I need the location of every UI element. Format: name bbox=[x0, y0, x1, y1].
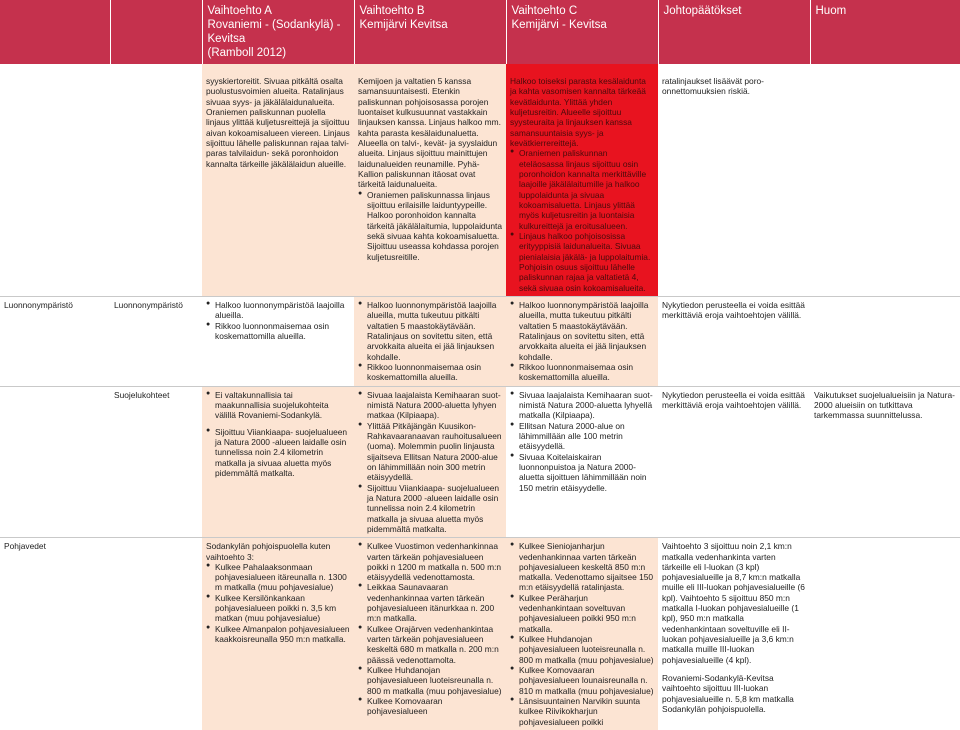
category-label: Luonnonympäristö bbox=[0, 296, 110, 386]
conclusion-paragraph: Rovaniemi-Sodankylä-Kevitsa vaihtoehto sijoittuu III-luokan pohjavesialueille n. 5,8 km matkalla Sodankylän pohjoispuolella. bbox=[662, 673, 794, 715]
cell-a bbox=[202, 296, 354, 386]
list-item: ● Kulkee Kersilönkankaan pohjavesialueen poikki n. 3,5 km matkan (muu pohjavesialue) bbox=[215, 593, 350, 624]
cell-c bbox=[506, 538, 658, 730]
list-item: ● Oraniemen paliskunnassa linjaus sijoittuu erilaisille laiduntyypeille. Halkoo poronhoidon kannalta tärkeitä jäkälälaitumia, luppolaidunta sekä sivuaa kahta kokoamisaluetta. Sijoittuu useassa kohdassa porojen kuljetusreitille. bbox=[367, 190, 502, 262]
table-row bbox=[0, 296, 960, 386]
list-item: ● Halkoo luonnonympäristöä laajoilla alueilla, mutta tukeutuu pitkälti valtatien 5 maastokäytävään. Ratalinjaus on sovitettu siten, että arvokkaita alueita ei jää linjauksen kohdalle. bbox=[519, 300, 654, 362]
list-item: ● Sijoittuu Viiankiaapa- suojelualueen ja Natura 2000 -alueen laidalle osin tunnelissa noin 2.4 kilometrin matkalla ja sivuaa aluetta myös pidemmältä matkalta. bbox=[215, 427, 350, 479]
list-item: ● Kulkee Komovaaran pohjavesialueen lounaisreunalla n. 810 m matkalla (muu pohjavesialue) bbox=[519, 665, 654, 696]
list-item: ● Sivuaa laajalaista Kemihaaran suot-nimistä Natura 2000-aluetta lyhyen matkaa (Kilpiaapa). bbox=[367, 390, 502, 421]
category-label: Pohjavedet bbox=[0, 538, 110, 730]
list-item: ● Sivuaa Koitelaiskairan luonnonpuistoa ja Natura 2000-aluetta sijoittuen lähimmillään noin 150 metrin etäisyydelle. bbox=[519, 452, 654, 493]
list-item: ● Länsisuuntainen Narvikin suunta kulkee Riivikokharjun pohjavesialueen poikki bbox=[519, 696, 654, 727]
cell-conclusion: Nykytiedon perusteella ei voida esittää merkittäviä eroja vaihtoehtojen välillä. bbox=[658, 296, 810, 386]
cell-b bbox=[354, 64, 506, 296]
list-item: ● Oraniemen paliskunnan eteläosassa linjaus sijoittuu osin poronhoidon kannalta merkittäville laajoille jäkälälaitumille ja halkoo luppolaidunta ja sivuaa kokoamisaluetta. Linjaus ylittää myös kuljetusreitin ja luontaisia kulkureittejä ja eroitusalueen. bbox=[519, 148, 654, 231]
list-item: ● Leikkaa Saunavaaran vedenhankinnaa varten tärkeän pohjavesialueen itänurkkaa n. 200 m:n matkalla. bbox=[367, 582, 502, 623]
table-row bbox=[0, 64, 960, 296]
cell-a bbox=[202, 386, 354, 538]
cell-c bbox=[506, 64, 658, 296]
header-empty-2 bbox=[110, 0, 202, 64]
cell-c bbox=[506, 386, 658, 538]
cell-note bbox=[810, 64, 960, 296]
list-item: ● Linjaus halkoo pohjoisosissa erityyppisiä laidunalueita. Sivuaa pienialaisia jäkälä- ja luppolaitumia. Pohjoisin osuus sijoittuu lähelle paliskunnan rajaa ja valtatietä 4, sekä sivuaa osin kokoamisalueita. bbox=[519, 231, 654, 293]
list-item: ● Kulkee Huhdanojan pohjavesialueen luoteisreunalla n. 800 m matkalla (muu pohjavesialue) bbox=[519, 634, 654, 665]
cell-note: Vaikutukset suojelualueisiin ja Natura-2000 alueisiin on tutkittava tarkemmassa suunnittelussa. bbox=[810, 386, 960, 538]
table-row bbox=[0, 386, 960, 538]
cell-a bbox=[202, 538, 354, 730]
table-row bbox=[0, 538, 960, 730]
list-item: ● Kulkee Peräharjun vedenhankintaan soveltuvan pohjavesialueen poikki 950 m:n matkalla. bbox=[519, 593, 654, 634]
list-item: ● Kulkee Huhdanojan pohjavesialueen luoteisreunalla n. 800 m matkalla (muu pohjavesialue) bbox=[367, 665, 502, 696]
cell-conclusion bbox=[658, 538, 810, 730]
list-item: ● Kulkee Vuostimon vedenhankinnaa varten tärkeän pohjavesialueen poikki n 1200 m matkalla n. 500 m:n etäisyydellä vedenottamosta. bbox=[367, 541, 502, 582]
cell-c-text: Halkoo toiseksi parasta kesälaidunta ja kahta vasomisen kannalta tärkeää kevätlaidunta. Ylittää yhden kuljetusreitin. Alueelle sijoittuu syysteuraita ja linjauksen kanssa samansuuntaisia syys- ja kevätkierrereittejä. bbox=[510, 76, 646, 149]
list-item: ● Sivuaa laajalaista Kemihaaran suot-nimistä Natura 2000-aluetta lyhyellä matkalla (Kilpiaapa). bbox=[519, 390, 654, 421]
cell-conclusion: Nykytiedon perusteella ei voida esittää merkittäviä eroja vaihtoehtojen välillä. bbox=[658, 386, 810, 538]
list-item: ● Ylittää Pitkäjängän Kuusikon-Rahkavaaranaavan rauhoitusalueen (uoma). Molemmin puolin linjausta sijaitseva Ellitsan Natura 2000-alue on lähimmillään noin 300 metrin etäisyydellä. bbox=[367, 421, 502, 483]
cell-conclusion: ratalinjaukset lisäävät poro-onnettomuuksien riskiä. bbox=[658, 64, 810, 296]
cell-note bbox=[810, 538, 960, 730]
header-option-a: Vaihtoehto A Rovaniemi - (Sodankylä) - Kevitsa (Ramboll 2012) bbox=[202, 0, 354, 64]
list-item: ● Rikkoo luonnonmaisemaa osin koskemattomilla alueilla. bbox=[519, 362, 654, 383]
list-item: ● Kulkee Pahalaaksonmaan pohjavesialueen itäreunalla n. 1300 m matkalla (muu pohjavesialue) bbox=[215, 562, 350, 593]
header-empty-1 bbox=[0, 0, 110, 64]
list-item: ● Ellitsan Natura 2000-alue on lähimmillään alle 100 metrin etäisyydellä. bbox=[519, 421, 654, 452]
cell-b bbox=[354, 296, 506, 386]
subcategory-label: Luonnonympäristö bbox=[110, 296, 202, 386]
list-item: ● Kulkee Almanpalon pohjavesialueen kaakkoisreunalla 950 m:n matkalla. bbox=[215, 624, 350, 645]
cell-a: syyskiertoreitit. Sivuaa pitkältä osalta puolustusvoimien alueita. Ratalinjaus sivuaa syys- ja jäkälälaidunalueita. Oraniemen paliskunnan puolella linjaus ylittää kuljetusreittejä ja sijoittuu aivan kokoamisalueen viereen. Linjaus sijoittuu lähelle paliskunnan rajaa talvi- paras talvilaidun- sekä poronhoidon kannalta tärkeille jäkälälaidun alueille. bbox=[202, 64, 354, 296]
header-option-c: Vaihtoehto C Kemijärvi - Kevitsa bbox=[506, 0, 658, 64]
list-item: ● Sijoittuu Viiankiaapa- suojelualueen ja Natura 2000 -alueen laidalle osin tunnelissa noin 2.4 kilometrin matkalla ja sivuaa aluetta myös pidemmältä matkalta. bbox=[367, 483, 502, 535]
list-item: ● Rikkoo luonnonmaisemaa osin koskemattomilla alueilla. bbox=[367, 362, 502, 383]
cell-note bbox=[810, 296, 960, 386]
cell-b-list bbox=[358, 190, 502, 262]
cell-a-text: Sodankylän pohjoispuolella kuten vaihtoehto 3: bbox=[206, 541, 331, 562]
header-conclusions: Johtopäätökset bbox=[658, 0, 810, 64]
cell-b bbox=[354, 538, 506, 730]
list-item: ● Ei valtakunnallisia tai maakunnallisia suojelukohteita välillä Rovaniemi-Sodankylä. bbox=[215, 390, 350, 421]
list-item: ● Kulkee Komovaaran pohjavesialueen bbox=[367, 696, 502, 717]
cell-b-text: Kemijoen ja valtatien 5 kanssa samansuuntaisesti. Etenkin paliskunnan pohjoisosassa porojen luontaiset kulkusuunnat vastakkain linjauksen kanssa. Linjaus halkoo mm. kahta parasta kesälaidunaluetta. Alueella on talvi-, kevät- ja syyslaidun alueita. Linjaus sijoittuu mainittujen laidunalueiden reunamille. Pyhä-Kallion paliskunnan itäosat ovat tärkeitä laidunalueita. bbox=[358, 76, 501, 190]
cell-b bbox=[354, 386, 506, 538]
header-option-b: Vaihtoehto B Kemijärvi Kevitsa bbox=[354, 0, 506, 64]
conclusion-paragraph: Vaihtoehto 3 sijoittuu noin 2,1 km:n matkalla vedenhankinta varten tärkeille eli I-luokan (3 kpl) pohjavesialueille ja 8,7 km:n matkalla muille eli III-luokan pohjavesialueille (6 kpl). Vaihtoehto 5 sijoittuu 850 m:n matkalla I-luokan pohjavesialueille (1 kpl), 950 m:n matkalla vedenhankintaan soveltuville eli II-luokan pohjavesialueille ja 3,6 km:n matkalla muille III-luokan pohjavesialueille (4 kpl). bbox=[662, 541, 805, 665]
subcategory-label: Suojelukohteet bbox=[110, 386, 202, 538]
list-item: ● Kulkee Orajärven vedenhankintaa varten tärkeän pohjavesialueen keskeltä 680 m matkalla n. 200 m:n päässä vedenottamolta. bbox=[367, 624, 502, 665]
header-notes: Huom bbox=[810, 0, 960, 64]
list-item: ● Kulkee Sieniojanharjun vedenhankinnaa varten tärkeän pohjavesialueen keskeltä 850 m:n matkalla. Vedenottamo sijaitsee 150 m:n etäisyydellä ratalinjasta. bbox=[519, 541, 654, 593]
cell-c bbox=[506, 296, 658, 386]
list-item: ● Halkoo luonnonympäristöä laajoilla alueilla. bbox=[215, 300, 350, 321]
list-item: ● Halkoo luonnonympäristöä laajoilla alueilla, mutta tukeutuu pitkälti valtatien 5 maastokäytävään. Ratalinjaus on sovitettu siten, että arvokkaita alueita ei jää linjauksen kohdalle. bbox=[367, 300, 502, 362]
cell-c-list bbox=[510, 148, 654, 293]
list-item: ● Rikkoo luonnonmaisemaa osin koskemattomilla alueilla. bbox=[215, 321, 350, 342]
